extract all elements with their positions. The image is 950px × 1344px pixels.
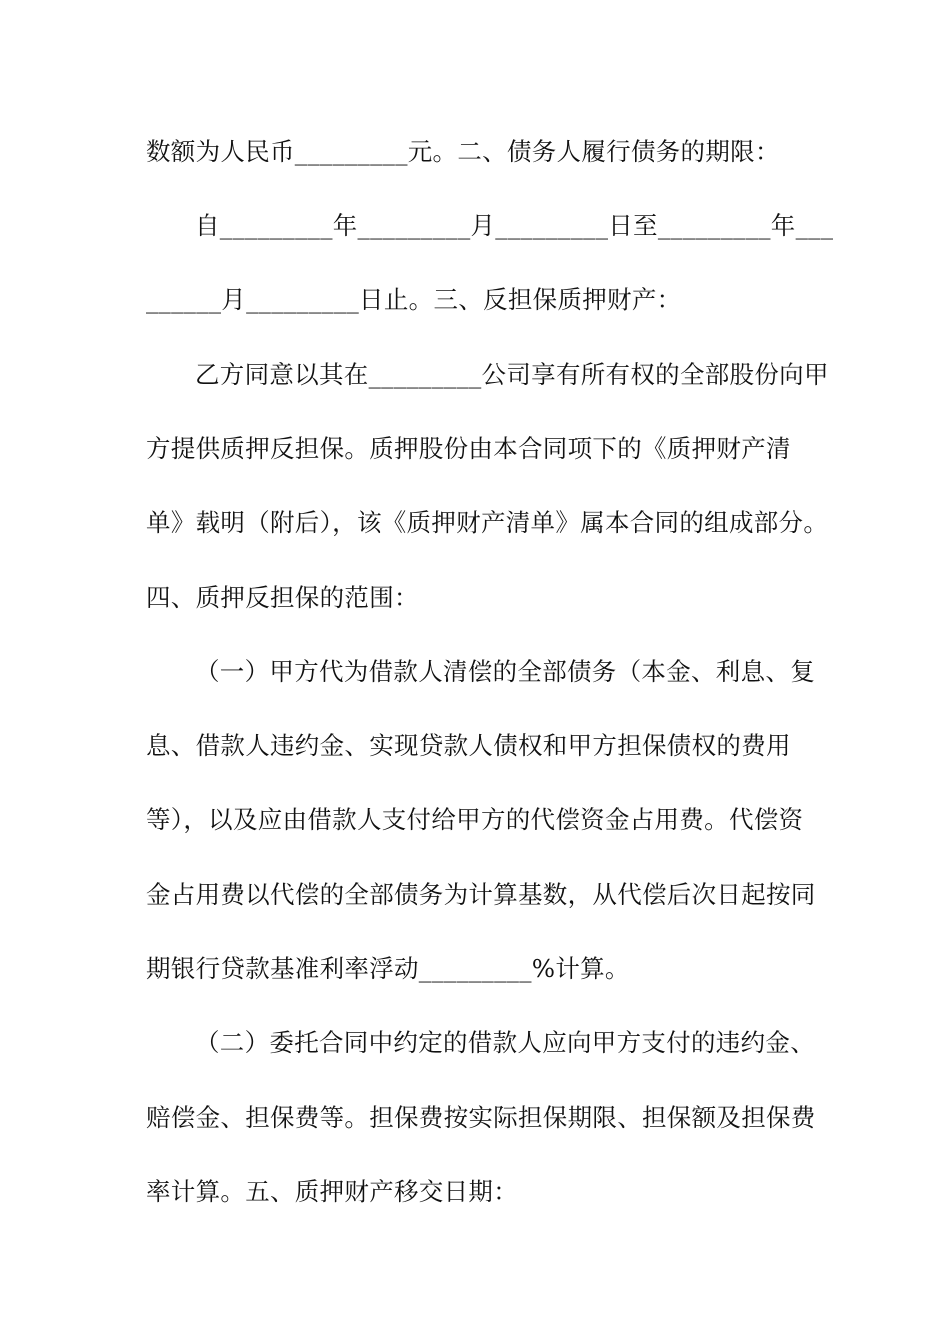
text-line-9: 息、借款人违约金、实现贷款人债权和甲方担保债权的费用 xyxy=(146,731,791,760)
text-line-1: 数额为人民币_________元。二、债务人履行债务的期限： xyxy=(146,137,780,166)
text-line-15: 率计算。五、质押财产移交日期： xyxy=(146,1177,518,1206)
text-line-3: ______月_________日止。三、反担保质押财产： xyxy=(146,285,682,314)
text-line-10: 等），以及应由借款人支付给甲方的代偿资金占用费。代偿资 xyxy=(146,805,804,834)
text-line-5: 方提供质押反担保。质押股份由本合同项下的《质押财产清 xyxy=(146,434,791,463)
text-line-2: 自_________年_________月_________日至_________年___ xyxy=(195,211,834,240)
text-line-7: 四、质押反担保的范围： xyxy=(146,583,419,612)
text-line-8: （一）甲方代为借款人清偿的全部债务（本金、利息、复 xyxy=(195,657,815,686)
text-line-11: 金占用费以代偿的全部债务为计算基数，从代偿后次日起按同 xyxy=(146,880,816,909)
text-line-6: 单》载明（附后），该《质押财产清单》属本合同的组成部分。 xyxy=(146,508,829,537)
text-line-13: （二）委托合同中约定的借款人应向甲方支付的违约金、 xyxy=(195,1028,815,1057)
text-line-4: 乙方同意以其在_________公司享有所有权的全部股份向甲 xyxy=(195,360,829,389)
text-line-14: 赔偿金、担保费等。担保费按实际担保期限、担保额及担保费 xyxy=(146,1103,816,1132)
text-line-12: 期银行贷款基准利率浮动_________%计算。 xyxy=(146,954,630,983)
